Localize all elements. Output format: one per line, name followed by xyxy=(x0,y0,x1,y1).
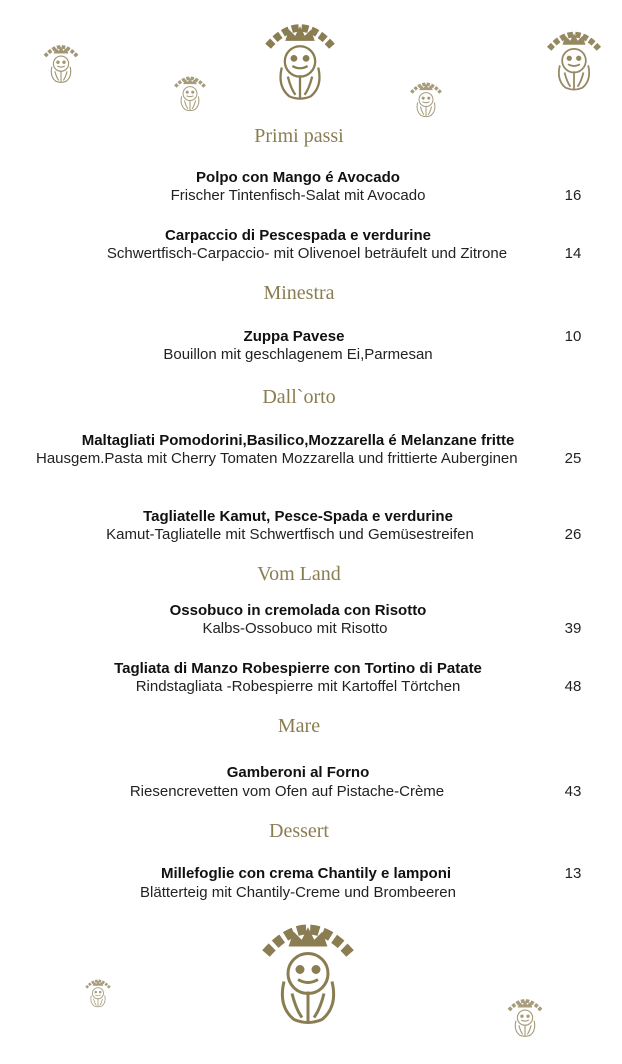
dish-price: 10 xyxy=(564,328,582,345)
section-title-dall-orto: Dall`orto xyxy=(262,386,336,408)
dish-description: Bouillon mit geschlagenem Ei,Parmesan xyxy=(163,346,433,363)
dish-description: Kamut-Tagliatelle mit Schwertfisch und Gemüsestreifen xyxy=(106,526,474,543)
section-title-primi-passi: Primi passi xyxy=(254,125,344,147)
dish-price: 14 xyxy=(564,245,582,262)
dish-name: Tagliata di Manzo Robespierre con Tortino di Patate xyxy=(114,660,482,677)
dish-name: Tagliatelle Kamut, Pesce-Spada e verdurine xyxy=(143,508,453,525)
dish-description: Frischer Tintenfisch-Salat mit Avocado xyxy=(170,187,426,204)
section-title-vom-land: Vom Land xyxy=(257,563,341,585)
section-title-dessert: Dessert xyxy=(269,820,329,842)
barbarossa-logo-icon xyxy=(262,14,338,102)
barbarossa-logo-icon xyxy=(506,994,544,1038)
dish-price: 16 xyxy=(564,187,582,204)
barbarossa-logo-icon xyxy=(258,910,358,1028)
barbarossa-logo-icon xyxy=(42,40,80,84)
dish-description: Hausgem.Pasta mit Cherry Tomaten Mozzarella und frittierte Auberginen xyxy=(36,450,518,467)
dish-name: Zuppa Pavese xyxy=(243,328,345,345)
dish-description: Riesencrevetten vom Ofen auf Pistache-Crème xyxy=(129,783,445,800)
dish-name: Carpaccio di Pescespada e verdurine xyxy=(165,227,431,244)
dish-price: 13 xyxy=(564,865,582,882)
dish-price: 25 xyxy=(564,450,582,467)
dish-name: Polpo con Mango é Avocado xyxy=(196,169,400,186)
dish-name: Ossobuco in cremolada con Risotto xyxy=(169,602,427,619)
dish-description: Schwertfisch-Carpaccio- mit Olivenoel beträufelt und Zitrone xyxy=(106,245,508,262)
barbarossa-logo-icon xyxy=(172,72,208,112)
dish-price: 39 xyxy=(564,620,582,637)
barbarossa-logo-icon xyxy=(544,24,604,92)
section-title-mare: Mare xyxy=(277,715,321,737)
section-title-minestra: Minestra xyxy=(263,282,335,304)
dish-name: Gamberoni al Forno xyxy=(226,764,370,781)
barbarossa-logo-icon xyxy=(408,78,444,118)
dish-description: Blätterteig mit Chantily-Creme und Brombeeren xyxy=(140,884,456,901)
dish-name: Millefoglie con crema Chantily e lamponi xyxy=(160,865,452,882)
dish-price: 26 xyxy=(564,526,582,543)
dish-price: 48 xyxy=(564,678,582,695)
dish-description: Rindstagliata -Robespierre mit Kartoffel Törtchen xyxy=(135,678,461,695)
dish-price: 43 xyxy=(564,783,582,800)
barbarossa-logo-icon xyxy=(84,976,112,1008)
dish-description: Kalbs-Ossobuco mit Risotto xyxy=(202,620,388,637)
dish-name: Maltagliati Pomodorini,Basilico,Mozzarella é Melanzane fritte xyxy=(81,432,515,449)
